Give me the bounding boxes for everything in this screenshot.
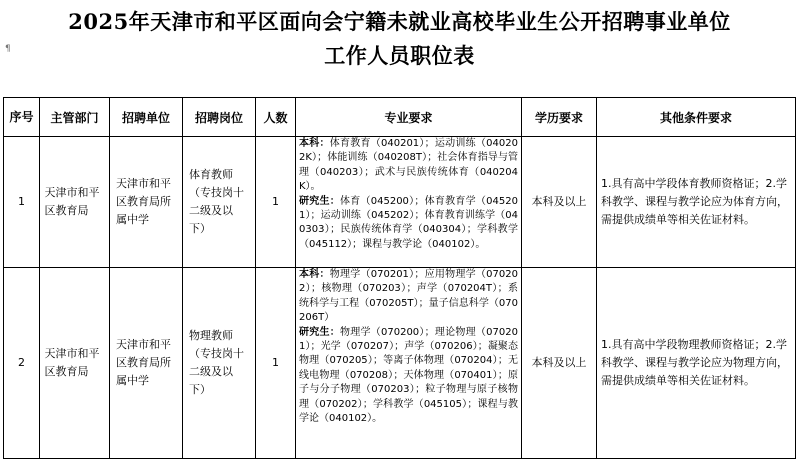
cell-edu: 本科及以上 (522, 137, 597, 268)
cell-major (296, 137, 522, 268)
paragraph-mark-icon: ¶ (5, 44, 11, 54)
major-grad-text: 物理学（070200）；理论物理（070201）；光学（070207）；声学（070206）；凝聚态物理（070205）；等离子体物理（070204）；无线电物理（070208）；天体物理（070401）；原子与分子物理（070203）；粒子物理与原子核物理（070202）；学科教学（045105）；课程与教学论（040102）。 (299, 326, 518, 425)
cell-post (183, 137, 256, 268)
cell-count (256, 268, 296, 459)
header-unit: 招聘单位 (110, 98, 183, 137)
unit-text: 天津市和平区教育局所属中学 (116, 177, 171, 226)
major-grad-text: 体育（045200）；体育教育学（045201）；运动训练（045202）；体育教育训练学（040303）；民族传统体育学（040304）；学科教学（045112）；课程与教学论（040102）。 (299, 195, 518, 250)
cell-major (296, 268, 522, 459)
dept-text: 天津市和平区教育局 (44, 347, 100, 378)
major-grad-label: 研究生： (299, 326, 340, 338)
major-undergrad-label: 本科： (299, 138, 330, 149)
header-dept: 主管部门 (40, 98, 110, 137)
cell-seq: 2 (4, 268, 40, 459)
header-major: 专业要求 (296, 98, 522, 137)
header-seq: 序号 (4, 98, 40, 137)
dept-text: 天津市和平区教育局 (44, 186, 100, 217)
table-row (4, 268, 796, 459)
major-undergrad-label: 本科： (299, 269, 330, 280)
table-header-row (4, 98, 796, 137)
table-row (4, 137, 796, 268)
cell-unit (110, 268, 183, 459)
header-count: 人数 (256, 98, 296, 137)
major-undergrad-text: 物理学（070201）；应用物理学（070202）；核物理（070203）；声学（070204T）；系统科学与工程（070205T）；量子信息科学（070206T） (299, 269, 518, 324)
header-post: 招聘岗位 (183, 98, 256, 137)
cell-dept (40, 137, 110, 268)
post-text: 体育教师（专技岗十二级及以下） (189, 168, 244, 235)
count-text: 1 (272, 195, 279, 208)
cell-other: 1.具有高中学段物理教师资格证；2.学科教学、课程与教学论应为物理方向，需提供成绩单等相关佐证材料。 (597, 268, 796, 459)
cell-edu: 本科及以上 (522, 268, 597, 459)
cell-count (256, 137, 296, 268)
major-grad-label: 研究生： (299, 195, 340, 207)
document-title-line1: 2025年天津市和平区面向会宁籍未就业高校毕业生公开招聘事业单位 (68, 9, 731, 34)
cell-dept (40, 268, 110, 459)
position-table (3, 97, 796, 459)
header-edu: 学历要求 (522, 98, 597, 137)
cell-other: 1.具有高中学段体育教师资格证；2.学科教学、课程与教学论应为体育方向，需提供成绩单等相关佐证材料。 (597, 137, 796, 268)
post-text: 物理教师（专技岗十二级及以下） (189, 329, 244, 396)
cell-seq: 1 (4, 137, 40, 268)
document-title-line2: 工作人员职位表 (324, 43, 475, 68)
major-undergrad-text: 体育教育（040201）；运动训练（040202K）；体能训练（040208T）；社会体育指导与管理（040203）；武术与民族传统体育（040204K）。 (299, 138, 518, 193)
cell-post (183, 268, 256, 459)
count-text: 1 (272, 356, 279, 369)
unit-text: 天津市和平区教育局所属中学 (116, 338, 171, 387)
header-other: 其他条件要求 (597, 98, 796, 137)
cell-unit (110, 137, 183, 268)
